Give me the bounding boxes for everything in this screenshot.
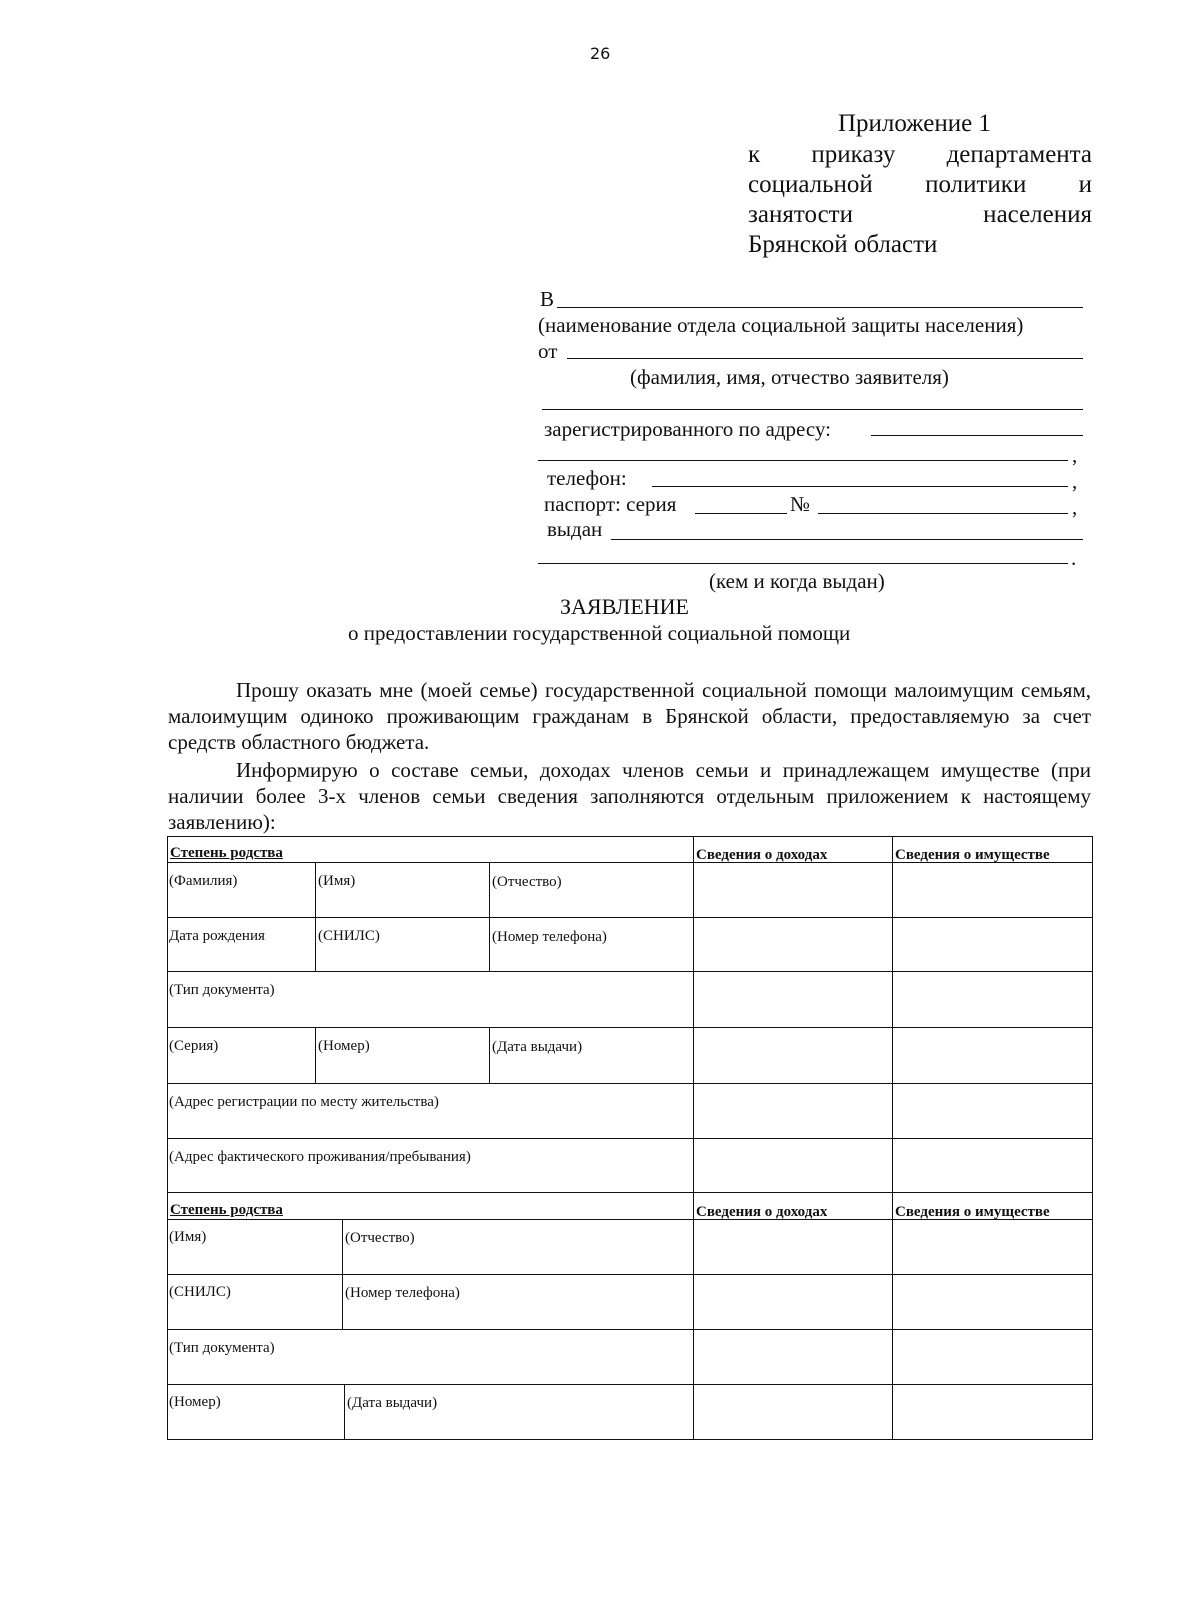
registered-label: зарегистрированного по адресу: <box>544 417 831 441</box>
from-caption: (фамилия, имя, отчество заявителя) <box>630 365 949 389</box>
appendix-line-3: занятости населения <box>748 201 1092 228</box>
issued-caption: (кем и когда выдан) <box>709 569 885 593</box>
passport-number-line[interactable] <box>818 513 1068 514</box>
to-field-line[interactable] <box>557 307 1083 308</box>
address-continuation-line[interactable] <box>538 460 1068 461</box>
number-sign: № <box>790 492 811 516</box>
appendix-line-1: к приказу департамента <box>748 141 1092 168</box>
from-field-line[interactable] <box>567 358 1083 359</box>
passport-comma: , <box>1072 495 1078 519</box>
b2-issue-date[interactable]: (Дата выдачи) <box>347 1395 438 1411</box>
b1-patronymic[interactable]: (Отчество) <box>492 874 562 890</box>
paragraph-request: Прошу оказать мне (моей семье) государственной социальной помощи малоимущим семьям, малоимущим одиноко проживающим гражданам в Брянской области, предоставляемую за счет средств областного бюджета. <box>168 678 1091 754</box>
b2-doc-type[interactable]: (Тип документа) <box>169 1340 275 1356</box>
b2-phone[interactable]: (Номер телефона) <box>345 1285 460 1301</box>
b1-issue-date[interactable]: (Дата выдачи) <box>492 1039 583 1055</box>
b1-first-name[interactable]: (Имя) <box>318 873 356 889</box>
appendix-line-4: Брянской области <box>748 231 938 258</box>
b1-reg-address[interactable]: (Адрес регистрации по месту жительства) <box>169 1094 439 1110</box>
b2-patronymic[interactable]: (Отчество) <box>345 1230 415 1246</box>
page-number: 26 <box>590 44 611 63</box>
issued-period: . <box>1071 546 1077 570</box>
phone-field-line[interactable] <box>652 486 1068 487</box>
to-prefix: В <box>540 287 555 311</box>
address-field-line[interactable] <box>871 435 1083 436</box>
passport-label: паспорт: серия <box>544 492 677 516</box>
statement-subtitle: о предоставлении государственной социальной помощи <box>348 621 851 645</box>
b2-snils[interactable]: (СНИЛС) <box>169 1284 231 1300</box>
address-comma: , <box>1072 443 1078 467</box>
phone-label: телефон: <box>547 466 627 490</box>
b1-actual-address[interactable]: (Адрес фактического проживания/пребывания) <box>169 1149 471 1165</box>
paragraph-inform: Информирую о составе семьи, доходах членов семьи и принадлежащем имуществе (при наличии более 3-х членов семьи сведения заполняются отдельным приложением к настоящему заявлению): <box>168 758 1091 834</box>
b2-property-header: Сведения о имуществе <box>895 1204 1050 1220</box>
appendix-line-2: социальной политики и <box>748 171 1092 198</box>
statement-title: ЗАЯВЛЕНИЕ <box>560 594 689 619</box>
b1-series[interactable]: (Серия) <box>169 1038 219 1054</box>
phone-comma: , <box>1072 469 1078 493</box>
issued-field-line[interactable] <box>611 539 1083 540</box>
b2-income-header: Сведения о доходах <box>696 1204 828 1220</box>
b1-income-header: Сведения о доходах <box>696 847 828 863</box>
b2-relation-header: Степень родства <box>170 1202 283 1218</box>
b1-number[interactable]: (Номер) <box>318 1038 370 1054</box>
b1-doc-type[interactable]: (Тип документа) <box>169 982 275 998</box>
b1-property-header: Сведения о имуществе <box>895 847 1050 863</box>
b1-relation-header: Степень родства <box>170 845 283 861</box>
issued-label: выдан <box>547 517 603 541</box>
from-prefix: от <box>538 339 558 363</box>
passport-series-line[interactable] <box>695 513 787 514</box>
appendix-title: Приложение 1 <box>838 110 991 137</box>
b1-birth-date[interactable]: Дата рождения <box>169 928 265 944</box>
to-caption: (наименование отдела социальной защиты населения) <box>538 313 1024 337</box>
b1-last-name[interactable]: (Фамилия) <box>169 873 238 889</box>
b2-first-name[interactable]: (Имя) <box>169 1229 207 1245</box>
issued-continuation-line[interactable] <box>538 563 1068 564</box>
b2-number[interactable]: (Номер) <box>169 1394 221 1410</box>
b1-snils[interactable]: (СНИЛС) <box>318 928 380 944</box>
b1-phone[interactable]: (Номер телефона) <box>492 929 607 945</box>
name-continuation-line[interactable] <box>542 409 1083 410</box>
